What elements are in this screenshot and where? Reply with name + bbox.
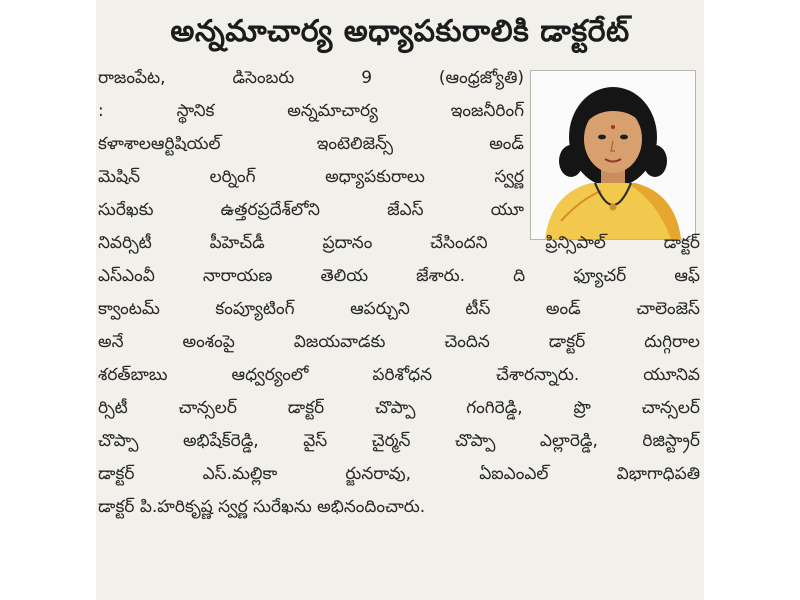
article-line: క్వాంటమ్ కంప్యూటింగ్ ఆపర్చుని టీస్ అండ్ చాలెంజెస్ [98,299,700,319]
article-line: మెషిన్ లర్నింగ్ అధ్యాపకురాలు స్వర్ణ [98,167,524,187]
article-body [98,62,700,524]
article-line: ఎస్‌ఎంవీ నారాయణ తెలియ జేశారు. ది ఫ్యూచర్ ఆఫ్ [98,266,700,286]
article-line: డాక్టర్ ఎస్.మల్లికా ర్జునరావు, ఏఐఎంఎల్ విభాగాధిపతి [98,464,700,484]
headline: అన్నమాచార్య అధ్యాపకురాలికి డాక్టరేట్ [170,14,630,49]
article-line: : స్థానిక అన్నమాచార్య ఇంజనీరింగ్ [98,101,524,121]
article-line: డాక్టర్ పి.హరికృష్ణ స్వర్ణ సురేఖను అభినందించారు. [98,497,426,517]
portrait-illustration [531,71,695,239]
article-line: ర్సిటీ చాన్సలర్ డాక్టర్ చొప్పా గంగిరెడ్డి, ప్రొ చాన్సలర్ [98,398,700,418]
article-line: కళాశాలఆర్టిషియల్ ఇంటెలిజెన్స్ అండ్ [98,134,524,154]
article-line: చొప్పా అభిషేక్‌రెడ్డి, వైస్ చైర్మన్ చొప్పా ఎల్లారెడ్డి, రిజిస్ట్రార్ [98,431,700,451]
article-line: సురేఖకు ఉత్తరప్రదేశ్‌లోని జేఎస్ యూ [98,200,524,220]
article-line: నివర్సిటీ పీహెచ్‌డీ ప్రదానం చేసిందని ప్రిన్సిపాల్ డాక్టర్ [98,233,700,253]
article-line: అనే అంశంపై విజయవాడకు చెందిన డాక్టర్ దుగ్గిరాల [98,332,700,352]
portrait-photo [530,70,696,240]
newspaper-clipping [96,0,704,600]
article-line: శరత్‌బాబు ఆధ్వర్యంలో పరిశోధన చేశారన్నారు. యూనివ [98,365,700,385]
article-line: రాజంపేట, డిసెంబరు 9 (ఆంధ్రజ్యోతి) [98,68,524,88]
